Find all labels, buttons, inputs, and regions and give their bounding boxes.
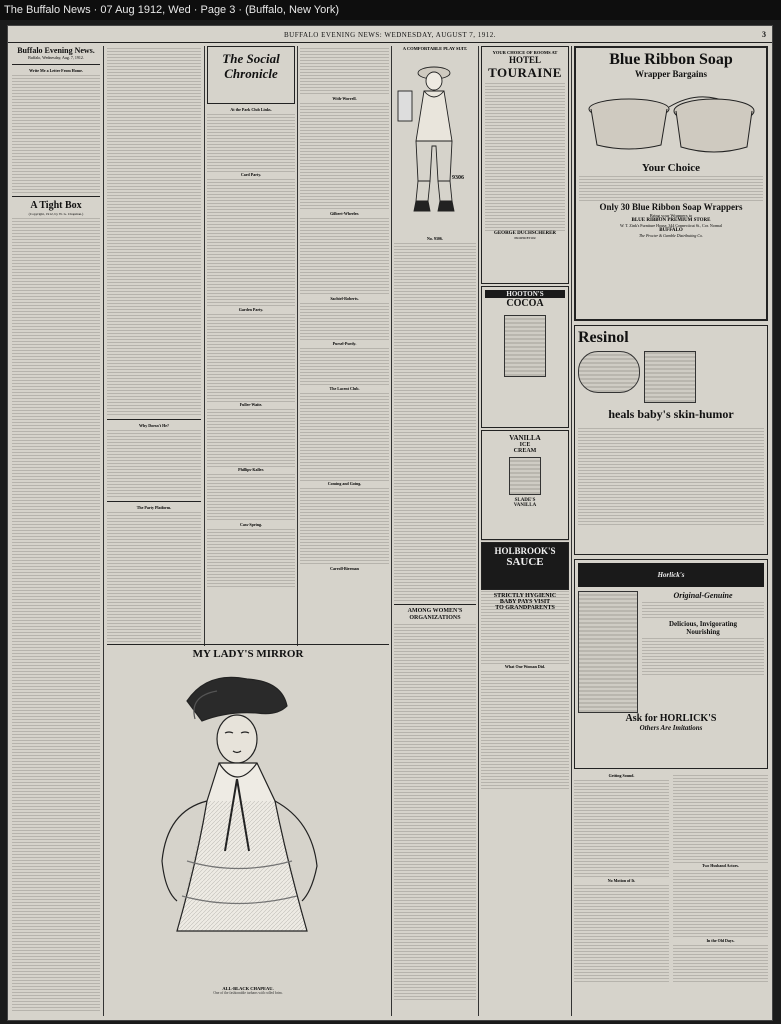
vanilla-line1: VANILLA (509, 434, 541, 442)
paper-name: Buffalo Evening News. (17, 46, 95, 55)
story-title: A Tight Box (30, 200, 82, 211)
social-sub4: Fuller-Waite. (239, 402, 263, 407)
horlicks-cta2: Others Are Imitations (639, 724, 703, 732)
col4-text5 (300, 391, 389, 481)
horlicks-text (642, 600, 764, 620)
resinol-ad (574, 325, 768, 555)
poem2-title: Why Doesn't He? (139, 423, 169, 428)
col4-sub2: Gilbert-Wheeler. (330, 211, 359, 216)
social-sub5: Phillips-Kaller. (238, 467, 264, 472)
col4-sub6: Coming and Going. (327, 481, 362, 486)
col4-text1 (300, 101, 389, 211)
touraine-proprietor-label: PROPRIETOR (514, 236, 536, 240)
blue-ribbon-title: Blue Ribbon Soap (609, 51, 733, 68)
col4-text6 (300, 486, 389, 566)
holbrook-tagline1: STRICTLY HYGIENIC (493, 593, 557, 599)
right-column-story (574, 773, 768, 993)
blue-ribbon-details (579, 174, 763, 202)
poem3-text (107, 510, 201, 646)
newspaper-page (8, 26, 772, 1020)
column-rule (204, 46, 205, 646)
blue-ribbon-bring: Bring your Wrappers to (649, 213, 693, 218)
social-sub1: At the Park Club Links. (230, 107, 272, 112)
blue-ribbon-city: BUFFALO (659, 228, 683, 233)
col4-text2 (300, 216, 389, 296)
blue-ribbon-maker: The Procter & Gamble Distributing Co. (638, 233, 704, 238)
column-rule (103, 46, 104, 1016)
blue-ribbon-subtitle: Wrapper Bargains (635, 69, 707, 79)
story2-text3 (481, 669, 569, 789)
hootens-product: COCOA (506, 298, 544, 309)
paper-dateline: Buffalo, Wednesday, Aug. 7, 1912. (28, 55, 84, 60)
story2-sub5: Two Husband Actors. (702, 863, 739, 868)
col4-sub3: Sachtel-Roberts. (330, 296, 359, 301)
horlicks-banner-brand: Horlick's (657, 571, 685, 579)
playsuit-text (394, 241, 476, 601)
hootens-ad (481, 286, 569, 428)
cocoa-tin-illustration (504, 315, 546, 377)
blue-ribbon-choice: Your Choice (641, 162, 701, 174)
col4-text3 (300, 301, 389, 341)
column-playsuit (394, 46, 476, 1012)
vanilla-bottle-illustration (509, 457, 541, 495)
horlicks-text2 (642, 636, 764, 676)
social-text3 (207, 312, 295, 402)
column-rule (391, 46, 392, 1016)
horlicks-cta1: Ask for HORLICK'S (625, 713, 717, 724)
horlicks-headline2: Delicious, Invigorating (668, 620, 738, 628)
illustration-block (107, 644, 389, 1015)
touraine-kicker: YOUR CHOICE OF ROOMS AT (492, 50, 558, 55)
column-editorial (12, 46, 100, 1012)
story2-sub2: What One Woman Did. (504, 664, 546, 669)
col4-text4 (300, 346, 389, 386)
resinol-jar-illustration (578, 351, 640, 393)
viewer-title-bar (0, 0, 781, 20)
masthead-title: BUFFALO EVENING NEWS: WEDNESDAY, AUGUST 7, 1912. (283, 31, 497, 39)
column-ads-right (574, 46, 768, 1012)
vanilla-brand: SLADE'S (514, 498, 536, 503)
vanilla-brand2: VANILLA (513, 503, 537, 508)
hootens-name: HOOTON'S (485, 290, 565, 298)
kettle-illustration (579, 79, 765, 157)
blue-ribbon-offer: Only 30 Blue Ribbon Soap Wrappers (599, 202, 743, 212)
story2-sub3: Getting Sound. (608, 773, 635, 778)
story2-text6 (673, 773, 768, 863)
playsuit-illustration (394, 51, 476, 231)
holbrook-brand: HOLBROOK'S (494, 546, 556, 556)
horlicks-jar-illustration (578, 591, 638, 713)
touraine-line2: TOURAINE (488, 65, 562, 80)
column-rule (478, 46, 479, 1016)
social-text6 (207, 527, 295, 587)
playsuit-pattern-number: 9306 (452, 175, 464, 181)
story2-text4 (574, 778, 669, 878)
social-sub3: Garden Party. (238, 307, 264, 312)
touraine-ad (481, 46, 569, 284)
horlicks-banner (578, 563, 764, 587)
page-number: 3 (762, 30, 766, 39)
resinol-box-illustration (644, 351, 696, 403)
holbrook-tagline3: TO GRANDPARENTS (495, 605, 555, 611)
poem2-text (107, 428, 201, 498)
column-social (207, 46, 295, 646)
story2-text7 (673, 868, 768, 938)
social-text1 (207, 112, 295, 172)
vanilla-line3: CREAM (513, 448, 537, 454)
playsuit-pattern-label: No. 9306. (427, 236, 443, 241)
story2-sub4: No Motion of It. (607, 878, 636, 883)
story2-text5 (574, 883, 669, 983)
col4-sub7: Carroll-Bierman (330, 566, 359, 571)
column-social-continued (300, 46, 389, 646)
blue-ribbon-address: W. T. Zink's Furniture House, 344 Connecticut St., Cor. Normal (619, 223, 723, 228)
touraine-line1: HOTEL (508, 55, 541, 65)
social-text2 (207, 177, 295, 307)
social-sub6: Cass-Spring. (240, 522, 262, 527)
social-title-line2: Chronicle (224, 66, 278, 81)
horlicks-headline1: Original-Genuine (673, 591, 733, 600)
poem3-title: The Party Platform. (136, 505, 172, 510)
column-middle-ads (481, 286, 569, 686)
story-text (12, 216, 100, 1012)
col4-sub1: With-Worrell. (332, 96, 357, 101)
blue-ribbon-ad (574, 46, 768, 321)
vanilla-line2: ICE (519, 442, 531, 448)
horlicks-headline3: Nourishing (686, 628, 720, 636)
social-text5 (207, 472, 295, 522)
masthead (8, 28, 772, 43)
col4-text0 (300, 46, 389, 96)
column-rule (571, 46, 572, 1016)
page-source-label: The Buffalo News · 07 Aug 1912, Wed · Page 3 · (Buffalo, New York) (4, 4, 340, 16)
social-sub2: Card Party. (240, 172, 262, 177)
story-byline: (Copyright, 1912, by W. G. Chapman.) (28, 212, 84, 216)
resinol-title: Resinol (578, 329, 629, 346)
resinol-text (578, 426, 764, 526)
playsuit-title: A COMFORTABLE PLAY SUIT. (402, 46, 468, 51)
vanilla-ad (481, 430, 569, 540)
holbrook-tagline2: BABY PAYS VISIT (499, 599, 551, 605)
resinol-tagline: heals baby's skin-humor (608, 407, 734, 421)
touraine-text (485, 81, 565, 231)
column-story-continued (107, 46, 201, 646)
illustration-title: MY LADY'S MIRROR (192, 648, 304, 660)
holbrook-ad (481, 542, 569, 590)
touraine-proprietor: GEORGE DUCHSCHERER (493, 231, 557, 236)
illustration-caption: ALL-BLACK CHAPEAU. (222, 986, 274, 991)
horlicks-ad (574, 559, 768, 769)
holbrook-product: SAUCE (506, 556, 544, 568)
blue-ribbon-store: BLUE RIBBON PREMIUM STORE (631, 218, 711, 223)
lady-illustration (107, 661, 389, 981)
poem-text (12, 73, 100, 193)
poem-title: Write Me a Letter From Home. (29, 68, 83, 73)
social-text4 (207, 407, 295, 467)
organizations-text (394, 622, 476, 1002)
story-text-continued (107, 46, 201, 416)
social-masthead (207, 46, 295, 104)
story2-text8 (673, 943, 768, 983)
social-title-line1: The Social (222, 51, 280, 66)
col4-sub4: Pursel-Purdy. (332, 341, 357, 346)
illustration-caption-text: One of the fashionable turbans with rolled brim. (213, 991, 283, 995)
organizations-title: AMONG WOMEN'S ORGANIZATIONS (407, 608, 463, 621)
column-rule (297, 46, 298, 646)
story2-sub6: In the Old Days. (706, 938, 735, 943)
col4-sub5: The Lacent Club. (329, 386, 360, 391)
